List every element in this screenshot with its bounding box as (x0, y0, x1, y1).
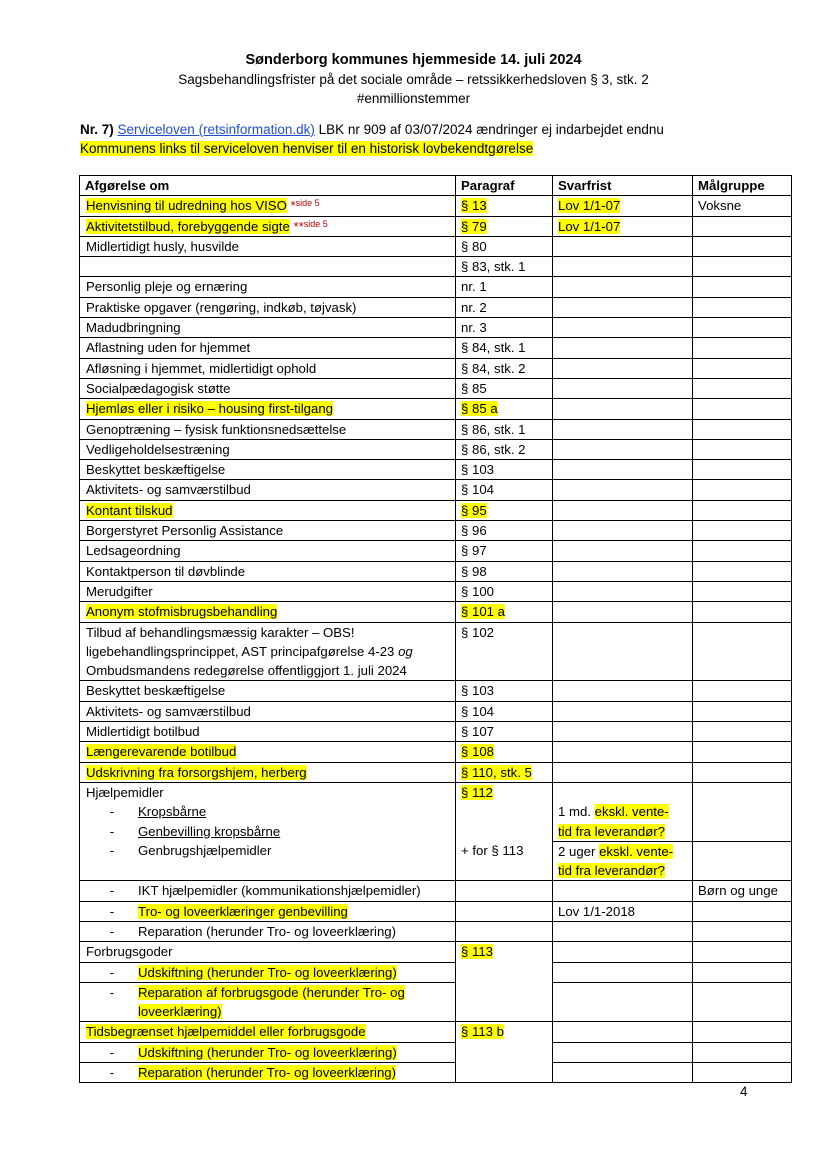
table-row (80, 921, 792, 941)
cell-text: Hjemløs eller i risiko – housing first-tilgang (86, 401, 333, 417)
cell-text: § 86, stk. 1 (456, 419, 553, 439)
table-row (80, 722, 792, 742)
cell-text: § 104 (456, 701, 553, 721)
cell-text: Beskyttet beskæftigelse (80, 460, 456, 480)
serviceloven-link[interactable]: Serviceloven (retsinformation.dk) (117, 122, 315, 137)
cell-text: § 101 a (461, 604, 505, 620)
table-row (80, 681, 792, 701)
cell-text: § 100 (456, 581, 553, 601)
cell-text: ligebehandlingsprincippet, AST principafgørelse 4-23 (86, 643, 399, 659)
table-row (80, 1063, 792, 1083)
cell-text: Tidsbegrænset hjælpemiddel eller forbrugsgode (86, 1024, 366, 1040)
table-row (80, 257, 792, 277)
table-row (80, 602, 792, 622)
table-row (80, 942, 792, 962)
cell-text: § 84, stk. 2 (456, 358, 553, 378)
cell-text: Reparation af forbrugsgode (herunder Tro- og (138, 984, 405, 1000)
list-dash: - (109, 984, 115, 1000)
list-dash: - (109, 883, 115, 899)
table-row (80, 982, 792, 1022)
table-row (80, 500, 792, 520)
cell-text: Socialpædagogisk støtte (80, 378, 456, 398)
table-row (80, 521, 792, 541)
cell-text: Forbrugsgoder (80, 942, 456, 962)
table-row (80, 622, 792, 681)
cell-text: § 79 (461, 218, 487, 234)
cell-text: og (398, 643, 413, 659)
cell-text: Aktivitets- og samværstilbud (80, 701, 456, 721)
cell-text: Midlertidigt botilbud (80, 722, 456, 742)
cell-text: Vedligeholdelsestræning (80, 439, 456, 459)
cell-text: Tilbud af behandlingsmæssig karakter – OBS! (86, 624, 355, 640)
cell-text: Kontaktperson til døvblinde (80, 561, 456, 581)
cell-text: Genbevilling kropsbårne (138, 823, 281, 839)
list-dash: - (109, 923, 115, 939)
cell-text: § 97 (456, 541, 553, 561)
list-dash: - (109, 903, 115, 919)
table-row (80, 762, 792, 782)
cell-text: Madudbringning (80, 318, 456, 338)
table-row (80, 236, 792, 256)
table-row (80, 742, 792, 762)
cell-text: § 107 (456, 722, 553, 742)
cell-text: Voksne (693, 196, 792, 216)
cell-text: Midlertidigt husly, husvilde (80, 236, 456, 256)
cell-text: § 103 (456, 460, 553, 480)
cell-text: § 113 b (461, 1024, 505, 1040)
cell-text: Lov 1/1-07 (558, 198, 621, 214)
cell-text: § 112 (461, 784, 494, 800)
cell-text: § 84, stk. 1 (456, 338, 553, 358)
table-row (80, 358, 792, 378)
column-header: Afgørelse om (80, 176, 456, 196)
cell-text: Udskiftning (herunder Tro- og loveerklæring) (138, 1044, 397, 1060)
table-row (80, 399, 792, 419)
asterisk-mark: * (290, 198, 296, 214)
law-reference-text: LBK nr 909 af 03/07/2024 ændringer ej indarbejdet endnu (318, 122, 664, 137)
cell-text: IKT hjælpemidler (kommunikationshjælpemidler) (138, 883, 421, 899)
page-number: 4 (740, 1084, 748, 1099)
cell-text: § 13 (461, 198, 487, 214)
cell-text: Hjælpemidler (86, 784, 164, 800)
cell-text: Anonym stofmisbrugsbehandling (86, 604, 278, 620)
law-reference-line (80, 120, 664, 139)
list-dash: - (109, 1065, 115, 1081)
cell-text: Længerevarende botilbud (86, 744, 237, 760)
cell-text: loveerklæring) (138, 1004, 222, 1020)
cell-text: Ombudsmandens redegørelse offentliggjort 1. juli 2024 (86, 663, 407, 679)
cell-text: Udskiftning (herunder Tro- og loveerklæring) (138, 964, 397, 980)
table-row (80, 901, 792, 921)
cell-text: 2 uger (558, 843, 600, 859)
nr-label: Nr. 7) (80, 122, 114, 137)
cell-text: § 108 (461, 744, 495, 760)
cell-text: § 113 (461, 944, 494, 960)
cell-text: 1 md. (558, 804, 595, 820)
list-dash: - (109, 843, 115, 859)
cell-text: Merudgifter (80, 581, 456, 601)
table-row (80, 480, 792, 500)
table-row (80, 196, 792, 216)
cell-text: nr. 3 (456, 318, 553, 338)
list-dash: - (109, 964, 115, 980)
table-row (80, 297, 792, 317)
table-row (80, 1042, 792, 1062)
cell-text: Borgerstyret Personlig Assistance (80, 521, 456, 541)
cell-text: Beskyttet beskæftigelse (80, 681, 456, 701)
footnote-ref: side 5 (303, 218, 328, 229)
document-header (0, 50, 827, 108)
table-row (80, 782, 792, 841)
list-dash: - (109, 823, 115, 839)
table-row (80, 541, 792, 561)
cell-text: Praktiske opgaver (rengøring, indkøb, tøjvask) (80, 297, 456, 317)
cell-text: Aktivitetstilbud, forebyggende sigte (86, 218, 290, 234)
cell-text: § 80 (456, 236, 553, 256)
cell-text: nr. 2 (456, 297, 553, 317)
table-row (80, 216, 792, 236)
page-subtitle: Sagsbehandlingsfrister på det sociale område – retssikkerhedsloven § 3, stk. 2 (178, 72, 649, 87)
note-text: Kommunens links til serviceloven henviser til en historisk lovbekendtgørelse (80, 141, 534, 156)
cell-text: Børn og unge (693, 881, 792, 901)
cell-text: Genoptræning – fysisk funktionsnedsættelse (80, 419, 456, 439)
column-header: Svarfrist (553, 176, 693, 196)
table-row (80, 277, 792, 297)
cell-text: Reparation (herunder Tro- og loveerklæring) (138, 1065, 397, 1081)
cell-text: Henvisning til udredning hos VISO (86, 198, 287, 214)
hashtag: #enmillionstemmer (356, 91, 471, 106)
table-row (80, 841, 792, 881)
cell-text: § 85 (456, 378, 553, 398)
cell-text: § 110, stk. 5 (461, 764, 532, 780)
cell-text: ekskl. vente- (594, 804, 669, 820)
column-header: Paragraf (456, 176, 553, 196)
cell-text: § 104 (456, 480, 553, 500)
table-row (80, 318, 792, 338)
cell-text: Udskrivning fra forsorgshjem, herberg (86, 764, 307, 780)
list-dash: - (109, 1044, 115, 1060)
cell-text: Lov 1/1-07 (558, 218, 621, 234)
table-row (80, 419, 792, 439)
cell-text: nr. 1 (456, 277, 553, 297)
cell-text: § 83, stk. 1 (456, 257, 553, 277)
table-row (80, 378, 792, 398)
cell-text: Reparation (herunder Tro- og loveerklæring) (138, 923, 397, 939)
cell-text: Personlig pleje og ernæring (80, 277, 456, 297)
list-dash: - (109, 804, 115, 820)
cell-text: tid fra leverandør? (558, 863, 666, 879)
page-title: Sønderborg kommunes hjemmeside 14. juli 2024 (245, 52, 582, 68)
table-row (80, 439, 792, 459)
cell-text: § 86, stk. 2 (456, 439, 553, 459)
table-header-row (80, 176, 792, 196)
cell-text: § 98 (456, 561, 553, 581)
table-row (80, 338, 792, 358)
cell-text: § 85 a (461, 401, 498, 417)
table-row (80, 962, 792, 982)
cell-text: Tro- og loveerklæringer genbevilling (138, 903, 348, 919)
cell-text: Aflastning uden for hjemmet (80, 338, 456, 358)
cell-text: § 95 (461, 502, 487, 518)
cell-text: § 103 (456, 681, 553, 701)
table-row (80, 561, 792, 581)
cell-text: ekskl. vente- (599, 843, 674, 859)
table-row (80, 581, 792, 601)
table-row (80, 701, 792, 721)
table-row (80, 1022, 792, 1042)
asterisk-mark: ** (293, 218, 304, 234)
cell-text: Aktivitets- og samværstilbud (80, 480, 456, 500)
deadline-table (79, 175, 792, 1083)
table-row (80, 460, 792, 480)
highlight-note (80, 139, 533, 158)
column-header: Målgruppe (693, 176, 792, 196)
cell-text: + for § 113 (456, 841, 553, 881)
cell-text: § 102 (456, 622, 553, 681)
footnote-ref: side 5 (295, 198, 320, 209)
cell-text: Afløsning i hjemmet, midlertidigt ophold (80, 358, 456, 378)
cell-text: Kropsbårne (138, 804, 207, 820)
cell-text: Ledsageordning (80, 541, 456, 561)
cell-text: § 96 (456, 521, 553, 541)
table-row (80, 881, 792, 901)
cell-text: tid fra leverandør? (558, 823, 666, 839)
cell-text: Kontant tilskud (86, 502, 173, 518)
cell-text: Lov 1/1-2018 (553, 901, 693, 921)
cell-text: Genbrugshjælpemidler (138, 843, 272, 859)
